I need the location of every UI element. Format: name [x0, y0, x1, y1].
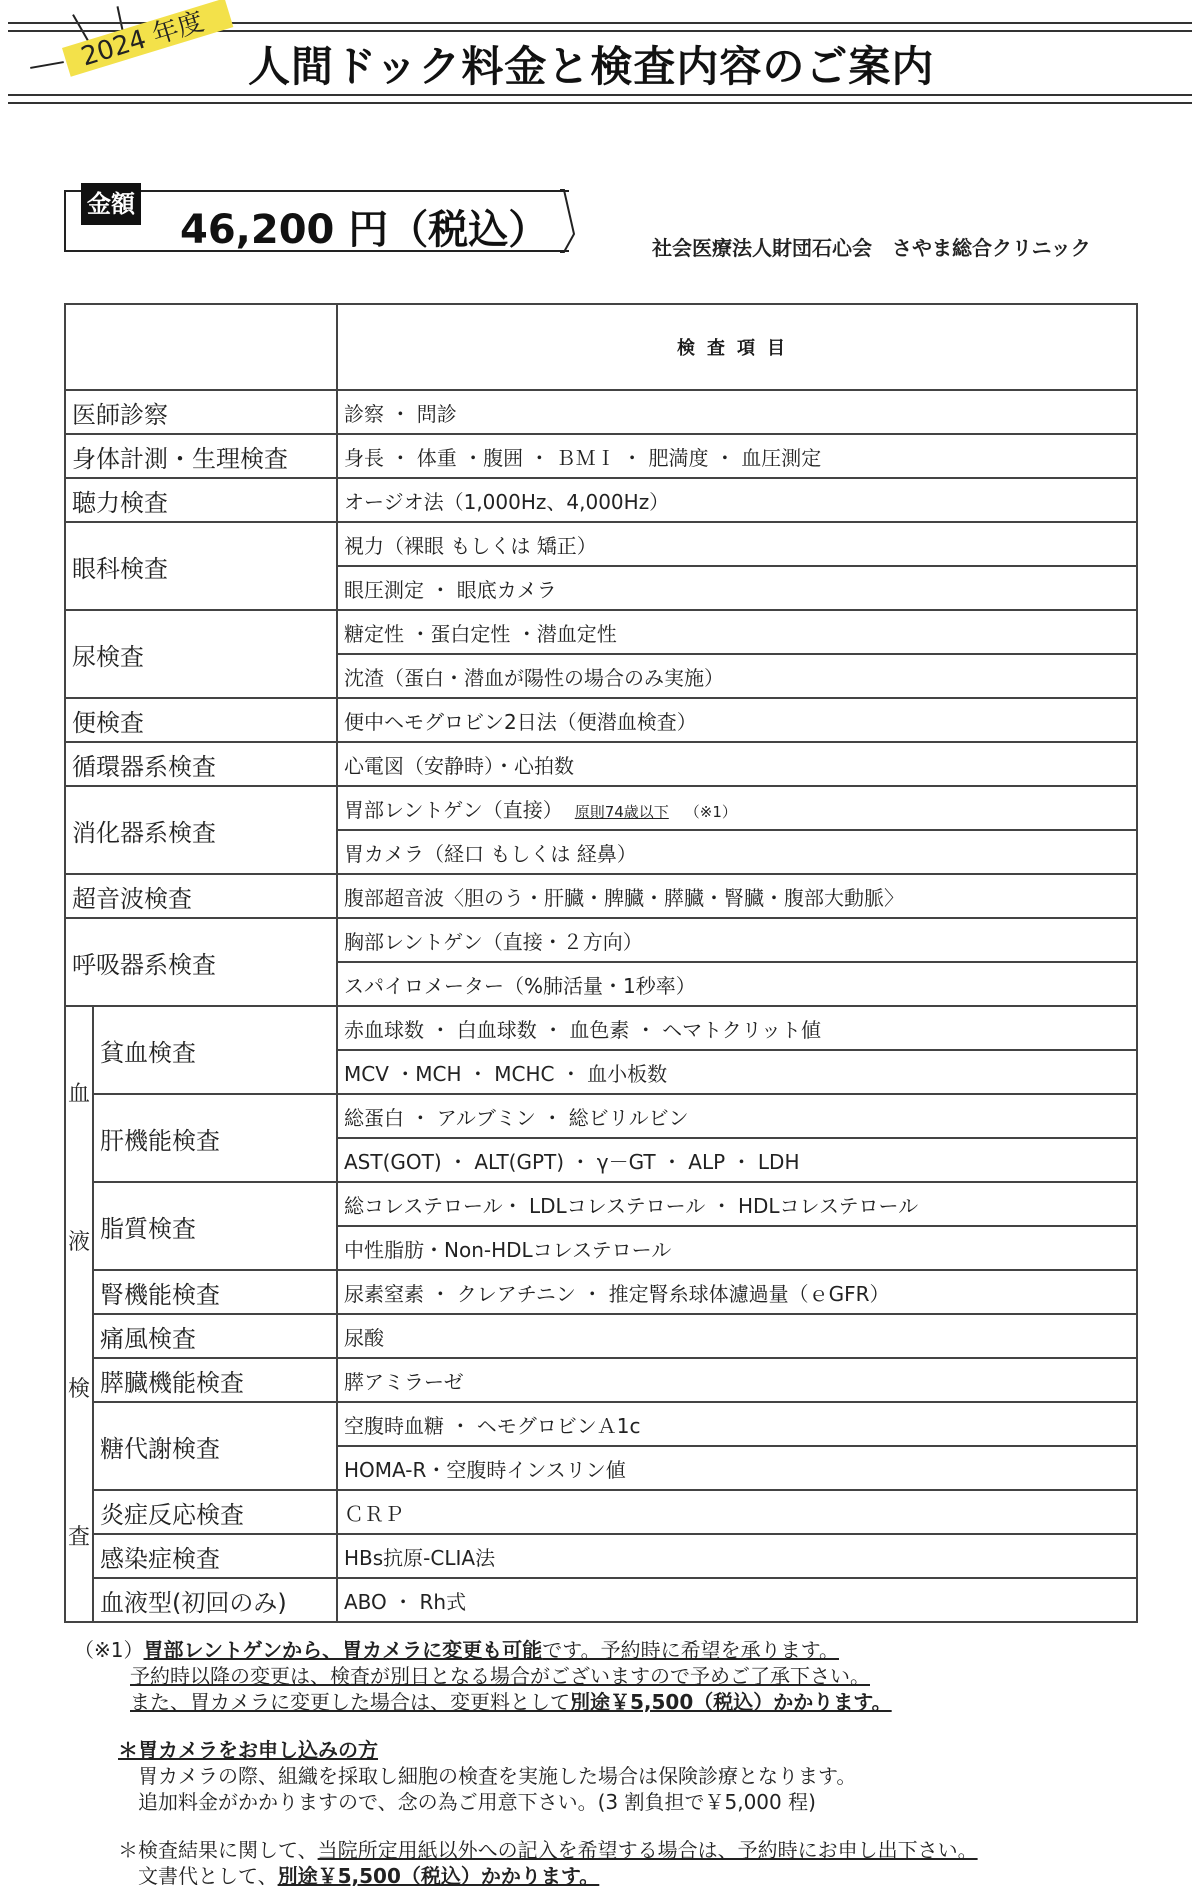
row-item-text: 胃部レントゲン（直接）	[344, 797, 563, 822]
row-category: 循環器系検査	[65, 742, 337, 786]
decor-tick-3	[30, 61, 64, 69]
row-item: ABO ・ Rh式	[337, 1578, 1137, 1622]
row-item: 糖定性 ・蛋白定性 ・潜血定性	[337, 610, 1137, 654]
footnote-fee: 別途￥5,500（税込）かかります。	[570, 1690, 892, 1714]
footnote-line: 追加料金がかかりますので、念の為ご用意下さい。(3 割負担で￥5,000 程)	[138, 1790, 816, 1814]
footnote-line	[74, 1737, 978, 1763]
row-category: 医師診察	[65, 390, 337, 434]
row-item: 総蛋白 ・ アルブミン ・ 総ビリルビン	[337, 1094, 1137, 1138]
row-category: 糖代謝検査	[93, 1402, 337, 1490]
row-item: MCV ・MCH ・ MCHC ・ 血小板数	[337, 1050, 1137, 1094]
row-item: 尿酸	[337, 1314, 1137, 1358]
footnote-text: です。予約時に希望を承ります。	[542, 1638, 839, 1662]
row-category: 痛風検査	[93, 1314, 337, 1358]
row-category: 膵臓機能検査	[93, 1358, 337, 1402]
table-header-blank	[65, 304, 337, 390]
table-row	[65, 1578, 1137, 1622]
table-row	[65, 1006, 1137, 1050]
row-category: 消化器系検査	[65, 786, 337, 874]
side-char: 液	[67, 1229, 90, 1255]
footnote-text: また、胃カメラに変更した場合は、変更料として	[130, 1690, 570, 1714]
table-row	[65, 434, 1137, 478]
footnote-text: 予約時以降の変更は、検査が別日となる場合がございますので予めご了承下さい。	[130, 1664, 870, 1688]
row-item: 身長 ・ 体重 ・腹囲 ・ ＢＭＩ ・ 肥満度 ・ 血圧測定	[337, 434, 1137, 478]
age-limit-note: 原則74歳以下	[574, 802, 669, 821]
row-item: 尿素窒素 ・ クレアチニン ・ 推定腎糸球体濾過量（ｅGFR）	[337, 1270, 1137, 1314]
row-item	[337, 786, 1137, 830]
table-row	[65, 1314, 1137, 1358]
row-item: 総コレステロール・ LDLコレステロール ・ HDLコレステロール	[337, 1182, 1137, 1226]
footnote-text: 当院所定用紙以外への記入を希望する場合は、予約時にお申し出下さい。	[317, 1838, 978, 1862]
header-rule-bottom2	[8, 102, 1192, 104]
row-item: 胃カメラ（経口 もしくは 経鼻）	[337, 830, 1137, 874]
row-item: 視力（裸眼 もしくは 矯正）	[337, 522, 1137, 566]
row-category: 便検査	[65, 698, 337, 742]
table-header-row	[65, 304, 1137, 390]
footnote-line	[74, 1689, 978, 1715]
table-row	[65, 1358, 1137, 1402]
row-category: 超音波検査	[65, 874, 337, 918]
footnote-1	[74, 1637, 978, 1715]
table-row	[65, 918, 1137, 962]
row-item: 胸部レントゲン（直接・２方向）	[337, 918, 1137, 962]
row-category: 肝機能検査	[93, 1094, 337, 1182]
table-row	[65, 1270, 1137, 1314]
footnote-3	[74, 1837, 978, 1889]
table-row	[65, 478, 1137, 522]
row-category: 尿検査	[65, 610, 337, 698]
price-tag: 金額	[81, 183, 141, 225]
side-char: 検	[67, 1377, 90, 1403]
row-item: ＣＲＰ	[337, 1490, 1137, 1534]
footnote-line	[74, 1863, 978, 1889]
table-row	[65, 390, 1137, 434]
footnote-line: 胃カメラの際、組織を採取し細胞の検査を実施した場合は保険診療となります。	[138, 1764, 857, 1788]
side-char: 血	[67, 1082, 90, 1108]
row-item: AST(GOT) ・ ALT(GPT) ・ γ－GT ・ ALP ・ LDH	[337, 1138, 1137, 1182]
row-item: 膵アミラーゼ	[337, 1358, 1137, 1402]
table-row	[65, 1534, 1137, 1578]
table-row	[65, 1182, 1137, 1226]
price-amount: 46,200 円（税込）	[180, 207, 549, 253]
footnote-line	[74, 1663, 978, 1689]
row-item: スパイロメーター（%肺活量・1秒率）	[337, 962, 1137, 1006]
row-item: 中性脂肪・Non-HDLコレステロール	[337, 1226, 1137, 1270]
row-item: 眼圧測定 ・ 眼底カメラ	[337, 566, 1137, 610]
footnote-ref: （※1）	[684, 802, 737, 821]
footnotes	[74, 1637, 978, 1897]
row-item: オージオ法（1,000Hz、4,000Hz）	[337, 478, 1137, 522]
side-char: 査	[67, 1524, 90, 1550]
row-category: 聴力検査	[65, 478, 337, 522]
footnote-fee: 別途￥5,500（税込）かかります。	[277, 1864, 600, 1888]
row-category: 脂質検査	[93, 1182, 337, 1270]
row-item: 診察 ・ 問診	[337, 390, 1137, 434]
table-row	[65, 874, 1137, 918]
price-box-edge	[560, 188, 576, 254]
footnote-2	[74, 1737, 978, 1815]
table-row	[65, 742, 1137, 786]
footnote-heading: ＊胃カメラをお申し込みの方	[118, 1738, 378, 1762]
exam-table	[64, 303, 1138, 1623]
row-category: 感染症検査	[93, 1534, 337, 1578]
blood-test-side-label	[65, 1006, 93, 1622]
row-category: 眼科検査	[65, 522, 337, 610]
row-item: HOMA-R・空腹時インスリン値	[337, 1446, 1137, 1490]
page-title: 人間ドック料金と検査内容のご案内	[248, 42, 935, 91]
row-item: 沈渣（蛋白・潜血が陽性の場合のみ実施）	[337, 654, 1137, 698]
table-header-label: 検査項目	[337, 304, 1137, 390]
row-category: 貧血検査	[93, 1006, 337, 1094]
row-category: 腎機能検査	[93, 1270, 337, 1314]
row-category: 炎症反応検査	[93, 1490, 337, 1534]
row-category: 呼吸器系検査	[65, 918, 337, 1006]
footnote-mark: （※1）	[74, 1638, 144, 1662]
organization-name: 社会医療法人財団石心会 さやま総合クリニック	[652, 236, 1091, 260]
table-row	[65, 1402, 1137, 1446]
table-row	[65, 1490, 1137, 1534]
row-item: 腹部超音波〈胆のう・肝臓・脾臓・膵臓・腎臓・腹部大動脈〉	[337, 874, 1137, 918]
footnote-line	[74, 1837, 978, 1863]
table-row	[65, 610, 1137, 654]
row-category: 血液型(初回のみ)	[93, 1578, 337, 1622]
row-item: HBs抗原-CLIA法	[337, 1534, 1137, 1578]
footnote-text: 文書代として、	[138, 1864, 278, 1888]
row-item: 便中ヘモグロビン2日法（便潜血検査）	[337, 698, 1137, 742]
row-category: 身体計測・生理検査	[65, 434, 337, 478]
table-row	[65, 522, 1137, 566]
fiscal-year: 2024 年度	[77, 6, 208, 73]
footnote-line	[74, 1637, 978, 1663]
row-item: 空腹時血糖 ・ ヘモグロビンＡ1c	[337, 1402, 1137, 1446]
table-row	[65, 698, 1137, 742]
footnote-text: ＊検査結果に関して、	[118, 1838, 318, 1862]
row-item: 赤血球数 ・ 白血球数 ・ 血色素 ・ ヘマトクリット値	[337, 1006, 1137, 1050]
header-rule-bottom	[8, 94, 1192, 96]
row-item: 心電図（安静時）・心拍数	[337, 742, 1137, 786]
footnote-emphasis: 胃部レントゲンから、胃カメラに変更も可能	[143, 1638, 543, 1662]
table-row	[65, 786, 1137, 830]
table-row	[65, 1094, 1137, 1138]
